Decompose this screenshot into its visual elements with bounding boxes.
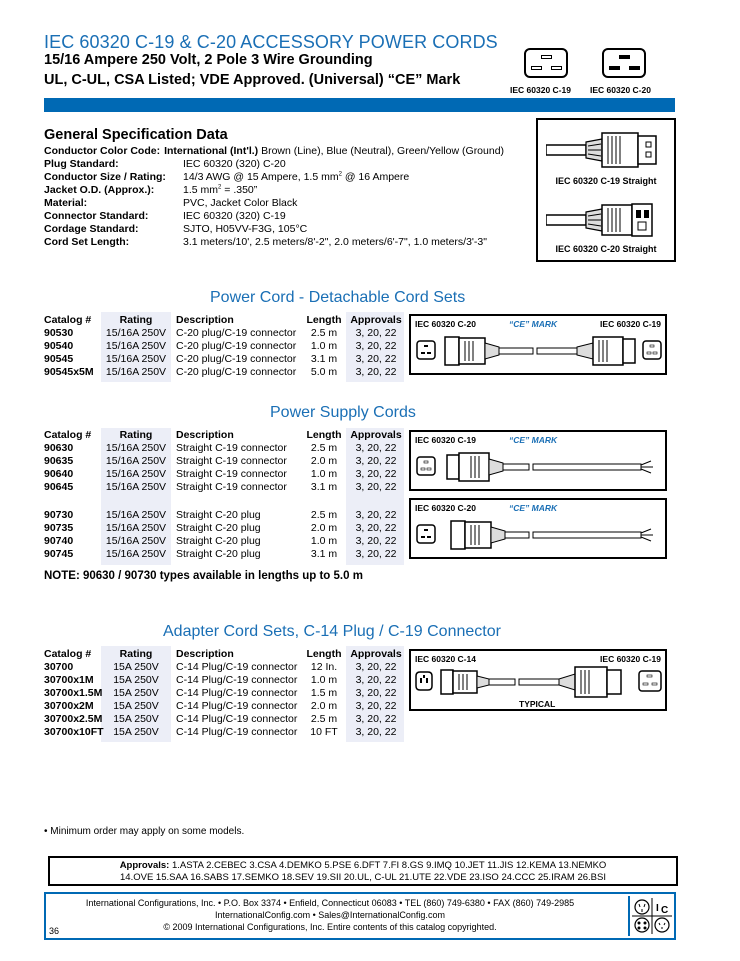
c20-socket-icon: [602, 48, 646, 78]
cell-rating: 15/16A 250V: [105, 548, 167, 560]
cell-rating: 15A 250V: [113, 726, 159, 738]
cell-approvals: 3, 20, 22: [355, 468, 397, 480]
cell-rating: 15/16A 250V: [105, 509, 167, 521]
cell-length: 1.0 m: [310, 468, 338, 480]
c19-socket-icon: [524, 48, 568, 78]
cell-catalog: 90530: [44, 327, 74, 339]
cell-catalog: 90740: [44, 535, 74, 547]
spec-key: Connector Standard:: [44, 210, 149, 222]
c20-socket-label: IEC 60320 C-20: [590, 85, 651, 95]
cell-rating: 15A 250V: [113, 713, 159, 725]
col-description: Description: [176, 314, 234, 326]
spec-row-connector-standard: [44, 210, 286, 222]
cell-approvals: 3, 20, 22: [355, 661, 397, 673]
cell-rating: 15/16A 250V: [105, 455, 167, 467]
spec-row-cord-length: [44, 236, 487, 248]
cell-approvals: 3, 20, 22: [355, 442, 397, 454]
cell-description: C-14 Plug/C-19 connector: [176, 687, 298, 699]
col-description: Description: [176, 648, 234, 660]
cell-description: Straight C-20 plug: [176, 509, 261, 521]
cell-catalog: 90745: [44, 548, 74, 560]
col-catalog: Catalog #: [44, 648, 92, 660]
cell-length: 3.1 m: [310, 353, 338, 365]
approvals-list-1: 1.ASTA 2.CEBEC 3.CSA 4.DEMKO 5.PSE 6.DFT 7.FI 8.GS 9.IMQ 10.JET 11.JIS 12.KEMA 13.NEMKO: [169, 860, 607, 871]
diagram-right-label: IEC 60320 C-19: [600, 319, 661, 329]
cell-length: 3.1 m: [310, 481, 338, 493]
spec-key: Conductor Size / Rating:: [44, 171, 166, 183]
cell-catalog: 90640: [44, 468, 74, 480]
cell-description: Straight C-19 connector: [176, 442, 287, 454]
cell-rating: 15A 250V: [113, 687, 159, 699]
approvals-label: Approvals:: [119, 860, 170, 871]
approvals-line-1: [50, 860, 676, 872]
cell-rating: 15/16A 250V: [105, 353, 167, 365]
page-footer: [44, 892, 676, 940]
spec-key: Conductor Color Code:: [44, 145, 161, 157]
col-rating: Rating: [119, 429, 153, 441]
c19-straight-caption: IEC 60320 C-19 Straight: [555, 176, 657, 186]
cell-length: 5.0 m: [310, 366, 338, 378]
spec-row-plug-standard: [44, 158, 286, 170]
spec-key: Jacket O.D. (Approx.):: [44, 184, 155, 196]
cell-approvals: 3, 20, 22: [355, 713, 397, 725]
col-description: Description: [176, 429, 234, 441]
page-number: 36: [49, 926, 60, 936]
cell-catalog: 90545x5M: [44, 366, 94, 378]
cell-rating: 15/16A 250V: [105, 468, 167, 480]
minimum-order-note: • Minimum order may apply on some models.: [44, 826, 245, 837]
cell-length: 2.5 m: [310, 327, 338, 339]
cell-rating: 15/16A 250V: [105, 481, 167, 493]
spec-value: IEC 60320 (320) C-20: [183, 158, 286, 170]
detachable-cord-diagram: [409, 314, 667, 375]
cell-rating: 15/16A 250V: [105, 366, 167, 378]
cell-catalog: 90630: [44, 442, 74, 454]
cell-description: Straight C-19 connector: [176, 455, 287, 467]
header-divider-bar: [44, 98, 675, 112]
cell-length: 2.5 m: [310, 442, 338, 454]
supply-c20-cord-diagram: [409, 498, 667, 559]
c20-supply-cord-icon: [415, 517, 663, 555]
diagram-right-label: IEC 60320 C-19: [600, 654, 661, 664]
cell-catalog: 90540: [44, 340, 74, 352]
cell-catalog: 30700: [44, 661, 74, 673]
page-title: IEC 60320 C-19 & C-20 ACCESSORY POWER CORDS: [44, 32, 498, 52]
cell-description: C-20 plug/C-19 connector: [176, 366, 297, 378]
svg-text:I: I: [656, 903, 659, 914]
cell-description: Straight C-20 plug: [176, 535, 261, 547]
spec-row-cordage-standard: [44, 223, 307, 235]
ce-mark-label: “CE” MARK: [509, 503, 558, 513]
straight-plugs-figure: [536, 118, 676, 262]
col-approvals: Approvals: [350, 429, 402, 441]
svg-text:C: C: [661, 905, 669, 916]
cell-length: 3.1 m: [310, 548, 338, 560]
col-approvals: Approvals: [350, 314, 402, 326]
spec-key: Cordage Standard:: [44, 223, 139, 235]
cell-length: 12 In.: [310, 661, 338, 673]
cell-rating: 15A 250V: [113, 661, 159, 673]
col-rating: Rating: [119, 314, 153, 326]
cell-length: 2.5 m: [310, 713, 338, 725]
cell-description: C-14 Plug/C-19 connector: [176, 674, 298, 686]
spec-superscript: 2: [338, 171, 342, 178]
cell-approvals: 3, 20, 22: [355, 674, 397, 686]
c20-straight-plug-icon: [546, 200, 668, 240]
spec-row-conductor-size: [44, 171, 409, 183]
spec-value: 14/3 AWG @ 15 Ampere, 1.5 mm: [183, 171, 339, 183]
cell-rating: 15A 250V: [113, 700, 159, 712]
cell-catalog: 30700x1.5M: [44, 687, 103, 699]
cell-length: 1.0 m: [310, 535, 338, 547]
company-logo-icon: [628, 896, 672, 936]
cell-catalog: 90730: [44, 509, 74, 521]
spec-superscript: 2: [218, 184, 222, 191]
typical-caption: TYPICAL: [519, 699, 556, 709]
cell-rating: 15/16A 250V: [105, 535, 167, 547]
cell-approvals: 3, 20, 22: [355, 481, 397, 493]
ce-mark-label: “CE” MARK: [509, 435, 558, 445]
cell-approvals: 3, 20, 22: [355, 366, 397, 378]
diagram-left-label: IEC 60320 C-20: [415, 503, 476, 513]
spec-value: PVC, Jacket Color Black: [183, 197, 298, 209]
col-length: Length: [306, 429, 342, 441]
cell-description: C-14 Plug/C-19 connector: [176, 713, 298, 725]
cell-length: 1.5 m: [310, 687, 338, 699]
cell-length: 2.0 m: [310, 455, 338, 467]
spec-row-material: [44, 197, 297, 209]
cell-rating: 15/16A 250V: [105, 522, 167, 534]
footer-copyright: © 2009 International Configurations, Inc. Entire contents of this catalog copyrighted.: [163, 922, 497, 932]
cell-rating: 15A 250V: [113, 674, 159, 686]
cell-rating: 15/16A 250V: [105, 327, 167, 339]
c20-straight-caption: IEC 60320 C-20 Straight: [555, 244, 657, 254]
spec-value: 3.1 meters/10', 2.5 meters/8'-2", 2.0 meters/6'-7", 1.0 meters/3'-3": [183, 236, 487, 248]
spec-value: Brown (Line), Blue (Neutral), Green/Yellow (Ground): [258, 145, 505, 157]
col-rating: Rating: [119, 648, 153, 660]
cell-approvals: 3, 20, 22: [355, 327, 397, 339]
cell-catalog: 90645: [44, 481, 74, 493]
footer-address: International Configurations, Inc. • P.O. Box 3374 • Enfield, Connecticut 06083 • TEL (860) 749-6380 • FAX (860) 749-2985: [85, 898, 575, 908]
cell-approvals: 3, 20, 22: [355, 509, 397, 521]
cell-description: C-14 Plug/C-19 connector: [176, 726, 298, 738]
section-title-supply: Power Supply Cords: [270, 404, 416, 421]
col-catalog: Catalog #: [44, 314, 92, 326]
cell-catalog: 30700x2.5M: [44, 713, 103, 725]
cell-length: 2.0 m: [310, 700, 338, 712]
cell-length: 10 FT: [310, 726, 338, 738]
spec-value-tail: = .350”: [221, 184, 258, 196]
footer-web-email: InternationalConfig.com • Sales@InternationalConfig.com: [215, 910, 445, 920]
spec-value-bold: International (Int'l.): [164, 145, 259, 157]
cell-description: C-20 plug/C-19 connector: [176, 353, 297, 365]
cell-catalog: 90545: [44, 353, 74, 365]
spec-key: Material:: [44, 197, 88, 209]
cell-approvals: 3, 20, 22: [355, 455, 397, 467]
diagram-left-label: IEC 60320 C-19: [415, 435, 476, 445]
availability-note: NOTE: 90630 / 90730 types available in lengths up to 5.0 m: [44, 570, 363, 582]
page-subtitle-2: UL, C-UL, CSA Listed; VDE Approved. (Universal) “CE” Mark: [44, 72, 461, 88]
spec-key: Plug Standard:: [44, 158, 119, 170]
spec-row-color-code: [44, 145, 504, 157]
cell-description: Straight C-19 connector: [176, 468, 287, 480]
ce-mark-label: “CE” MARK: [509, 319, 558, 329]
cell-length: 1.0 m: [310, 674, 338, 686]
col-length: Length: [306, 648, 342, 660]
c14-to-c19-cord-icon: [413, 666, 665, 698]
spec-value-tail: @ 16 Ampere: [341, 171, 410, 183]
spec-value: IEC 60320 (320) C-19: [183, 210, 286, 222]
cell-approvals: 3, 20, 22: [355, 353, 397, 365]
c19-straight-plug-icon: [546, 130, 668, 170]
spec-value: SJTO, H05VV-F3G, 105°C: [183, 223, 308, 235]
cell-approvals: 3, 20, 22: [355, 535, 397, 547]
cell-description: Straight C-19 connector: [176, 481, 287, 493]
footer-contact: [46, 897, 614, 933]
col-catalog: Catalog #: [44, 429, 92, 441]
diagram-left-label: IEC 60320 C-14: [415, 654, 476, 664]
page-subtitle: 15/16 Ampere 250 Volt, 2 Pole 3 Wire Grounding: [44, 52, 373, 68]
supply-c19-cord-diagram: [409, 430, 667, 491]
cell-catalog: 30700x1M: [44, 674, 94, 686]
diagram-left-label: IEC 60320 C-20: [415, 319, 476, 329]
col-approvals: Approvals: [350, 648, 402, 660]
cell-description: C-20 plug/C-19 connector: [176, 327, 297, 339]
col-length: Length: [306, 314, 342, 326]
c19-socket-label: IEC 60320 C-19: [510, 85, 571, 95]
c19-supply-cord-icon: [415, 449, 663, 487]
spec-title: General Specification Data: [44, 127, 228, 143]
cell-length: 2.5 m: [310, 509, 338, 521]
cell-description: Straight C-20 plug: [176, 522, 261, 534]
cell-description: C-20 plug/C-19 connector: [176, 340, 297, 352]
section-title-adapter: Adapter Cord Sets, C-14 Plug / C-19 Connector: [163, 623, 501, 640]
cell-length: 1.0 m: [310, 340, 338, 352]
cell-catalog: 30700x10FT: [44, 726, 104, 738]
cell-catalog: 90635: [44, 455, 74, 467]
adapter-cord-diagram: [409, 649, 667, 711]
cell-approvals: 3, 20, 22: [355, 700, 397, 712]
spec-row-jacket-od: [44, 184, 257, 196]
cell-rating: 15/16A 250V: [105, 442, 167, 454]
section-title-detachable: Power Cord - Detachable Cord Sets: [210, 289, 466, 306]
spec-value: 1.5 mm: [183, 184, 219, 196]
cell-approvals: 3, 20, 22: [355, 687, 397, 699]
cell-description: C-14 Plug/C-19 connector: [176, 661, 298, 673]
approvals-legend: [48, 856, 678, 886]
cell-approvals: 3, 20, 22: [355, 548, 397, 560]
approvals-list-2: 14.OVE 15.SAA 16.SABS 17.SEMKO 18.SEV 19.SII 20.UL, C-UL 21.UTE 22.VDE 23.ISO 24.CCC 25.IRAM 26.BSI: [120, 872, 606, 883]
cell-catalog: 30700x2M: [44, 700, 94, 712]
c20-to-c19-cord-icon: [415, 333, 663, 371]
cell-approvals: 3, 20, 22: [355, 340, 397, 352]
spec-key: Cord Set Length:: [44, 236, 130, 248]
cell-catalog: 90735: [44, 522, 74, 534]
cell-rating: 15/16A 250V: [105, 340, 167, 352]
cell-approvals: 3, 20, 22: [355, 522, 397, 534]
cell-description: Straight C-20 plug: [176, 548, 261, 560]
cell-description: C-14 Plug/C-19 connector: [176, 700, 298, 712]
cell-approvals: 3, 20, 22: [355, 726, 397, 738]
cell-length: 2.0 m: [310, 522, 338, 534]
